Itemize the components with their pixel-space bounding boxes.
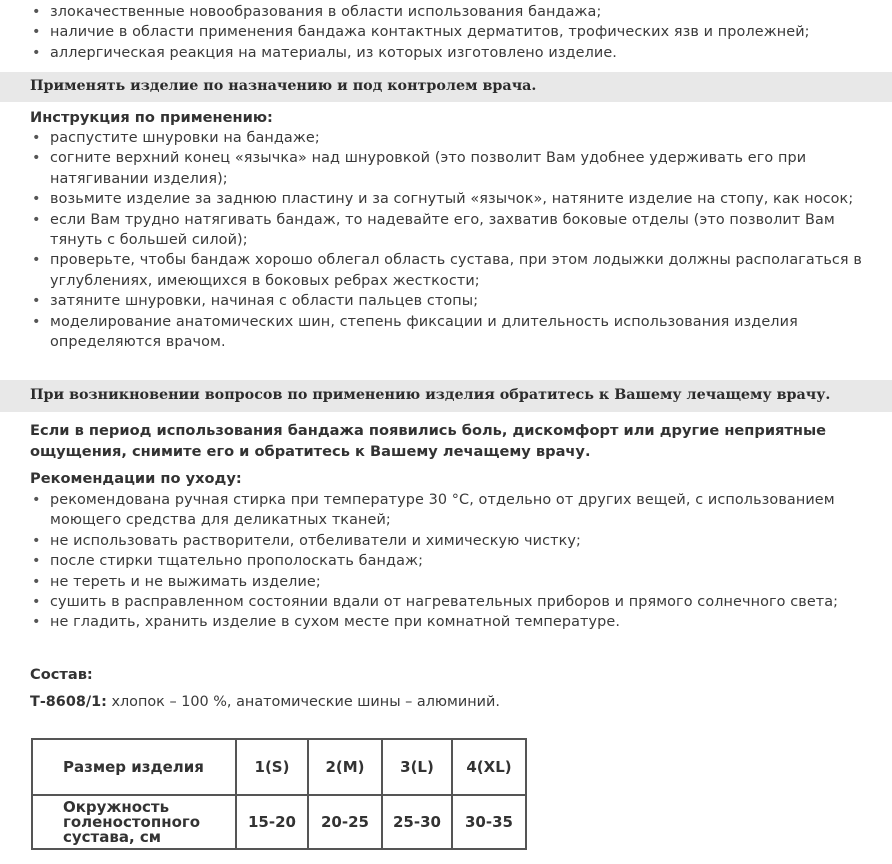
warning-paragraph: Если в период использования бандажа появились боль, дискомфорт или другие неприятные ощущения, снимите его и обратитесь к Вашему лечащему врачу. bbox=[30, 422, 827, 460]
size-table bbox=[31, 738, 527, 850]
care-list bbox=[30, 490, 880, 633]
instruction-item: • согните верхний конец «язычка» над шнуровкой (это позволит Вам удобнее удерживать его при натягивании изделия); bbox=[30, 148, 880, 189]
composition-line bbox=[30, 694, 500, 710]
composition-text: хлопок – 100 %, анатомические шины – алюминий. bbox=[111, 694, 500, 710]
contraindications-list bbox=[30, 2, 880, 63]
care-item: • не тереть и не выжимать изделие; bbox=[30, 572, 880, 592]
circumference-label-line: сустава, см bbox=[63, 827, 162, 846]
size-cell: 1(S) bbox=[236, 739, 308, 795]
contraindication-item: • аллергическая реакция на материалы, из которых изготовлено изделие. bbox=[30, 43, 880, 63]
composition-model: Т-8608/1: bbox=[30, 694, 107, 710]
instruction-item: • затяните шнуровки, начиная с области пальцев стопы; bbox=[30, 291, 880, 311]
size-cell: 3(L) bbox=[382, 739, 452, 795]
instruction-list bbox=[30, 128, 880, 352]
instruction-heading: Инструкция по применению: bbox=[30, 109, 273, 126]
circumference-label bbox=[32, 795, 236, 849]
circumference-label-line: Окружность bbox=[63, 797, 170, 816]
top-bullet-list bbox=[30, 2, 880, 63]
size-table-header-row bbox=[32, 739, 526, 795]
care-item: • не гладить, хранить изделие в сухом месте при комнатной температуре. bbox=[30, 612, 880, 632]
care-heading: Рекомендации по уходу: bbox=[30, 470, 242, 487]
contraindication-item: • наличие в области применения бандажа контактных дерматитов, трофических язв и пролежней; bbox=[30, 22, 880, 42]
care-item: • сушить в расправленном состоянии вдали от нагревательных приборов и прямого солнечного света; bbox=[30, 592, 880, 612]
range-cell: 30-35 bbox=[452, 795, 526, 849]
notice-band-1-text: Применять изделие по назначению и под контролем врача. bbox=[30, 78, 537, 94]
instruction-item: • возьмите изделие за заднюю пластину и за согнутый «язычок», натяните изделие на стопу, как носок; bbox=[30, 189, 880, 209]
composition-heading: Состав: bbox=[30, 666, 93, 683]
size-cell: 2(M) bbox=[308, 739, 382, 795]
size-table-range-row bbox=[32, 795, 526, 849]
range-cell: 15-20 bbox=[236, 795, 308, 849]
care-section bbox=[30, 490, 880, 633]
instruction-item: • распустите шнуровки на бандаже; bbox=[30, 128, 880, 148]
care-item: • после стирки тщательно прополоскать бандаж; bbox=[30, 551, 880, 571]
instruction-item: • проверьте, чтобы бандаж хорошо облегал область сустава, при этом лодыжки должны располагаться в углублениях, имеющихся в боковых ребрах жесткости; bbox=[30, 250, 880, 291]
instruction-item: • моделирование анатомических шин, степень фиксации и длительность использования изделия определяются врачом. bbox=[30, 312, 880, 353]
range-cell: 20-25 bbox=[308, 795, 382, 849]
care-item: • не использовать растворители, отбеливатели и химическую чистку; bbox=[30, 531, 880, 551]
instruction-item: • если Вам трудно натягивать бандаж, то надевайте его, захватив боковые отделы (это позволит Вам тянуть с большей силой); bbox=[30, 210, 880, 251]
size-cell: 4(XL) bbox=[452, 739, 526, 795]
notice-band-2-text: При возникновении вопросов по применению изделия обратитесь к Вашему лечащему врачу. bbox=[30, 387, 831, 403]
care-item: • рекомендована ручная стирка при температуре 30 °С, отдельно от других вещей, с использованием моющего средства для деликатных тканей; bbox=[30, 490, 880, 531]
range-cell: 25-30 bbox=[382, 795, 452, 849]
contraindication-item: • злокачественные новообразования в области использования бандажа; bbox=[30, 2, 880, 22]
circumference-label-line: голеностопного bbox=[63, 812, 201, 831]
instruction-section bbox=[30, 128, 880, 352]
size-header-label: Размер изделия bbox=[32, 739, 236, 795]
